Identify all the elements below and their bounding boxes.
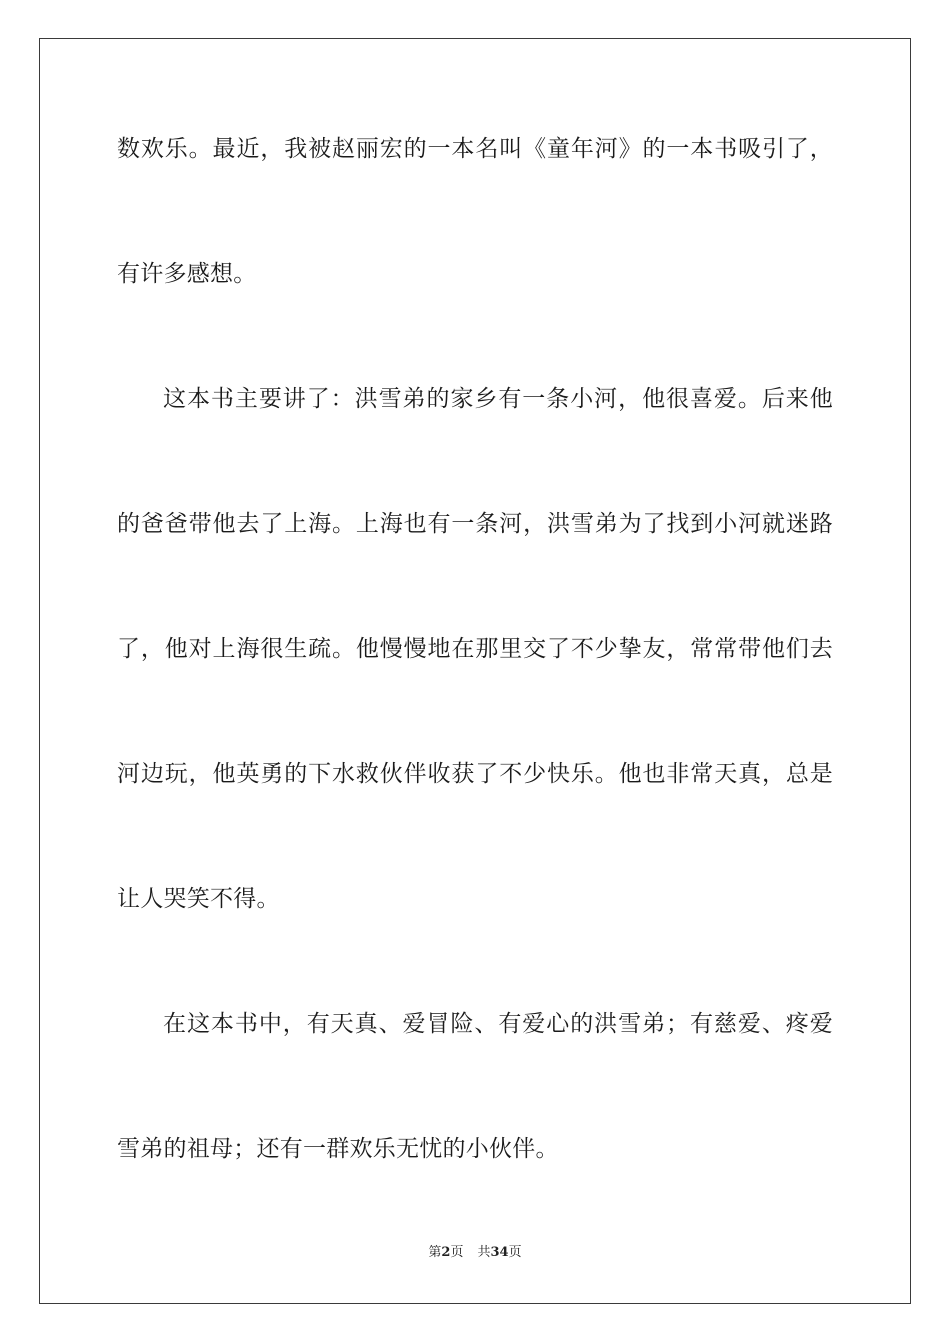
text-line-9: 雪弟的祖母；还有一群欢乐无忧的小伙伴。 <box>117 1136 559 1162</box>
text-line-3-paragraph-start: 这本书主要讲了：洪雪弟的家乡有一条小河，他很喜爱。后来他 <box>163 386 833 412</box>
footer-page-unit: 页 <box>450 1245 464 1260</box>
text-line-2: 有许多感想。 <box>117 261 257 287</box>
footer-total-prefix: 共 <box>477 1245 491 1260</box>
page-border <box>39 38 911 1304</box>
page-footer <box>0 1244 950 1262</box>
footer-page-total: 34 <box>490 1245 509 1260</box>
text-line-5: 了，他对上海很生疏。他慢慢地在那里交了不少挚友，常常带他们去 <box>117 636 833 662</box>
text-line-7: 让人哭笑不得。 <box>117 886 280 912</box>
text-line-6: 河边玩，他英勇的下水救伙伴收获了不少快乐。他也非常天真，总是 <box>117 761 833 787</box>
footer-total-unit: 页 <box>508 1245 522 1260</box>
footer-page-prefix: 第 <box>428 1245 442 1260</box>
text-line-1: 数欢乐。最近，我被赵丽宏的一本名叫《童年河》的一本书吸引了， <box>117 136 833 162</box>
footer-page-current: 2 <box>441 1245 451 1260</box>
text-line-8-paragraph-start: 在这本书中，有天真、爱冒险、有爱心的洪雪弟；有慈爱、疼爱 <box>163 1011 833 1037</box>
text-line-4: 的爸爸带他去了上海。上海也有一条河，洪雪弟为了找到小河就迷路 <box>117 511 833 537</box>
